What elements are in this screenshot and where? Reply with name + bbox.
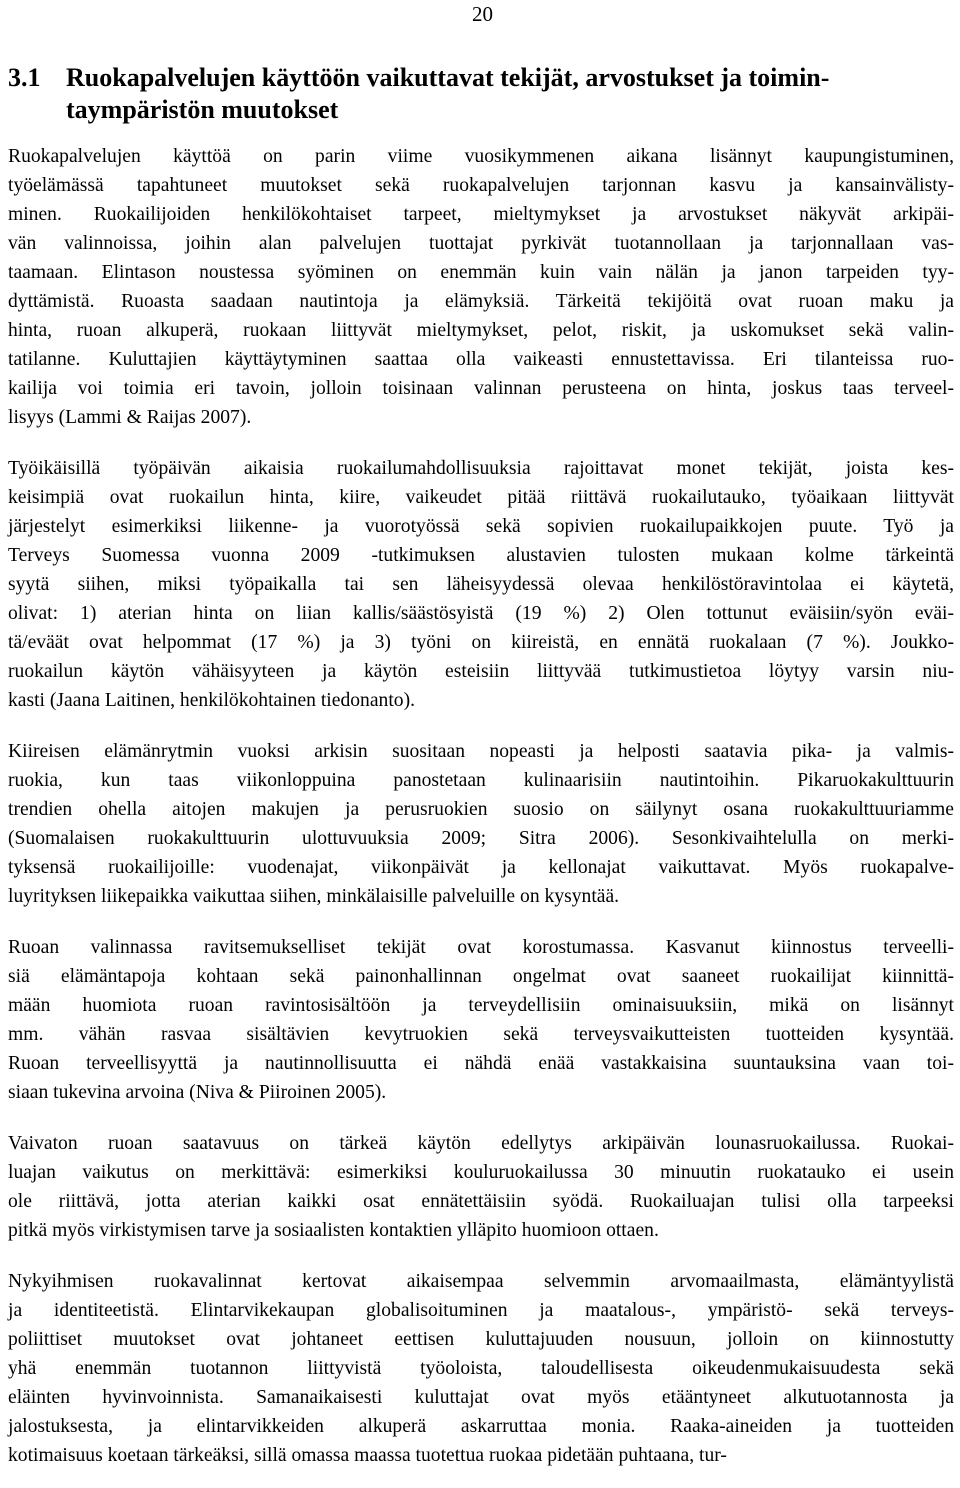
text-line: siä elämäntapoja kohtaan sekä painonhallinnan ongelmat ovat saaneet ruokailijat kiinnittä- [8, 966, 954, 987]
text-line: syytä siihen, miksi työpaikalla tai sen läheisyydessä olevaa henkilöstöravintolaa ei käytetä, [8, 574, 954, 595]
text-line: trendien ohella aitojen makujen ja perusruokien suosio on säilynyt osana ruokakulttuuriamme [8, 799, 954, 820]
text-line: taamaan. Elintason noustessa syöminen on enemmän kuin vain nälän ja janon tarpeiden tyy- [8, 262, 954, 283]
text-line: kasti (Jaana Laitinen, henkilökohtainen tiedonanto). [8, 690, 415, 711]
text-line: ruokailun käytön vähäisyyteen ja käytön esteisiin liittyvää tutkimustietoa löytyy varsin niu- [8, 661, 954, 682]
text-line: Nykyihmisen ruokavalinnat kertovat aikaisempaa selvemmin arvomaailmasta, elämäntyylistä [8, 1271, 954, 1292]
text-line: Työikäisillä työpäivän aikaisia ruokailumahdollisuuksia rajoittavat monet tekijät, joista kes- [8, 458, 954, 479]
text-line: tä/eväät ovat helpommat (17 %) ja 3) työni on kiireistä, en ennätä ruokalaan (7 %). Joukko- [8, 632, 954, 653]
text-line: Vaivaton ruoan saatavuus on tärkeä käytön edellytys arkipäivän lounasruokailussa. Ruokai- [8, 1133, 954, 1154]
text-line: hinta, ruoan alkuperä, ruokaan liittyvät mieltymykset, pelot, riskit, ja uskomukset sekä valin- [8, 320, 954, 341]
paragraph [8, 737, 954, 911]
text-line: kailija voi toimia eri tavoin, jolloin toisinaan valinnan perusteena on hinta, joskus taas terveel- [8, 378, 954, 399]
text-line: yhä enemmän tuotannon liittyvistä työoloista, taloudellisesta oikeudenmukaisuudesta sekä [8, 1358, 954, 1379]
text-line: Ruokapalvelujen käyttöä on parin viime vuosikymmenen aikana lisännyt kaupungistuminen, [8, 146, 954, 167]
text-line: ruokia, kun taas viikonloppuina panostetaan kulinaarisiin nautintoihin. Pikaruokakulttuurin [8, 770, 954, 791]
text-line: poliittiset muutokset ovat johtaneet eettisen kuluttajuuden nousuun, jolloin on kiinnostutty [8, 1329, 954, 1350]
text-line: keisimpiä ovat ruokailun hinta, kiire, vaikeudet pitää riittävä ruokailutauko, työaikaan liittyvät [8, 487, 954, 508]
text-line: ole riittävä, jotta aterian kaikki osat ennätettäisiin syödä. Ruokailuajan tulisi olla tarpeeksi [8, 1191, 954, 1212]
section-heading [8, 62, 958, 126]
section-number: 3.1 [8, 63, 41, 92]
text-line: lisyys (Lammi & Raijas 2007). [8, 407, 252, 428]
paragraph [8, 142, 954, 432]
section-title-part-2: taympäristön muutokset [66, 95, 339, 124]
paragraph [8, 454, 954, 715]
text-line: työelämässä tapahtuneet muutokset sekä ruokapalvelujen tarjonnan kasvu ja kansainvälisty- [8, 175, 954, 196]
text-line: kotimaisuus koetaan tärkeäksi, sillä omassa maassa tuotettua ruokaa pidetään puhtaana, tur- [8, 1445, 727, 1466]
section-heading-line-1 [8, 62, 958, 94]
text-line: vän valinnoissa, joihin alan palvelujen tuottajat pyrkivät tuotannollaan ja tarjonnallaan vas- [8, 233, 954, 254]
paragraph [8, 933, 954, 1107]
text-line: järjestelyt esimerkiksi liikenne- ja vuorotyössä sekä sopivien ruokailupaikkojen puute. Työ ja [8, 516, 954, 537]
text-line: mm. vähän rasvaa sisältävien kevytruokien sekä terveysvaikutteisten tuotteiden kysyntää. [8, 1024, 954, 1045]
text-line: pitkä myös virkistymisen tarve ja sosiaalisten kontaktien ylläpito huomioon ottaen. [8, 1220, 659, 1241]
text-line: dyttämistä. Ruoasta saadaan nautintoja ja elämyksiä. Tärkeitä tekijöitä ovat ruoan maku ja [8, 291, 954, 312]
text-line: mään huomiota ruoan ravintosisältöön ja terveydellisiin ominaisuuksiin, mikä on lisännyt [8, 995, 954, 1016]
paragraph [8, 1129, 954, 1245]
text-line: eläinten hyvinvoinnista. Samanaikaisesti kuluttajat ovat myös etääntyneet alkutuotannosta ja [8, 1387, 954, 1408]
body-text [8, 142, 954, 1488]
text-line: olivat: 1) aterian hinta on liian kallis/säästösyistä (19 %) 2) Olen tottunut eväisiin/syön eväi- [8, 603, 954, 624]
text-line: luyrityksen liikepaikka vaikuttaa siihen, minkälaisille palveluille on kysyntää. [8, 886, 620, 907]
paragraph [8, 1267, 954, 1470]
page-number: 20 [472, 2, 493, 26]
text-line: luajan vaikutus on merkittävä: esimerkiksi kouluruokailussa 30 minuutin ruokatauko ei usein [8, 1162, 954, 1183]
text-line: tatilanne. Kuluttajien käyttäytyminen saattaa olla vaikeasti ennustettavissa. Eri tilanteissa ruo- [8, 349, 954, 370]
text-line: Kiireisen elämänrytmin vuoksi arkisin suositaan nopeasti ja helposti saatavia pika- ja valmis- [8, 741, 954, 762]
text-line: siaan tukevina arvoina (Niva & Piiroinen 2005). [8, 1082, 387, 1103]
text-line: Ruoan terveellisyyttä ja nautinnollisuutta ei nähdä enää vastakkaisina suuntauksina vaan toi- [8, 1053, 954, 1074]
text-line: Ruoan valinnassa ravitsemukselliset tekijät ovat korostumassa. Kasvanut kiinnostus terveelli- [8, 937, 954, 958]
text-line: (Suomalaisen ruokakulttuurin ulottuvuuksia 2009; Sitra 2006). Sesonkivaihtelulla on merki- [8, 828, 954, 849]
text-line: ja identiteetistä. Elintarvikekaupan globalisoituminen ja maatalous-, ympäristö- sekä terveys- [8, 1300, 954, 1321]
section-title-part-1: Ruokapalvelujen käyttöön vaikuttavat tekijät, arvostukset ja toimin- [66, 63, 830, 92]
text-line: tyksensä ruokailijoille: vuodenajat, viikonpäivät ja kellonajat vaikuttavat. Myös ruokapalve- [8, 857, 954, 878]
text-line: minen. Ruokailijoiden henkilökohtaiset tarpeet, mieltymykset ja arvostukset näkyvät arkipäi- [8, 204, 954, 225]
text-line: jalostuksesta, ja elintarvikkeiden alkuperä askarruttaa monia. Raaka-aineiden ja tuotteiden [8, 1416, 954, 1437]
text-line: Terveys Suomessa vuonna 2009 -tutkimuksen alustavien tulosten mukaan kolme tärkeintä [8, 545, 954, 566]
